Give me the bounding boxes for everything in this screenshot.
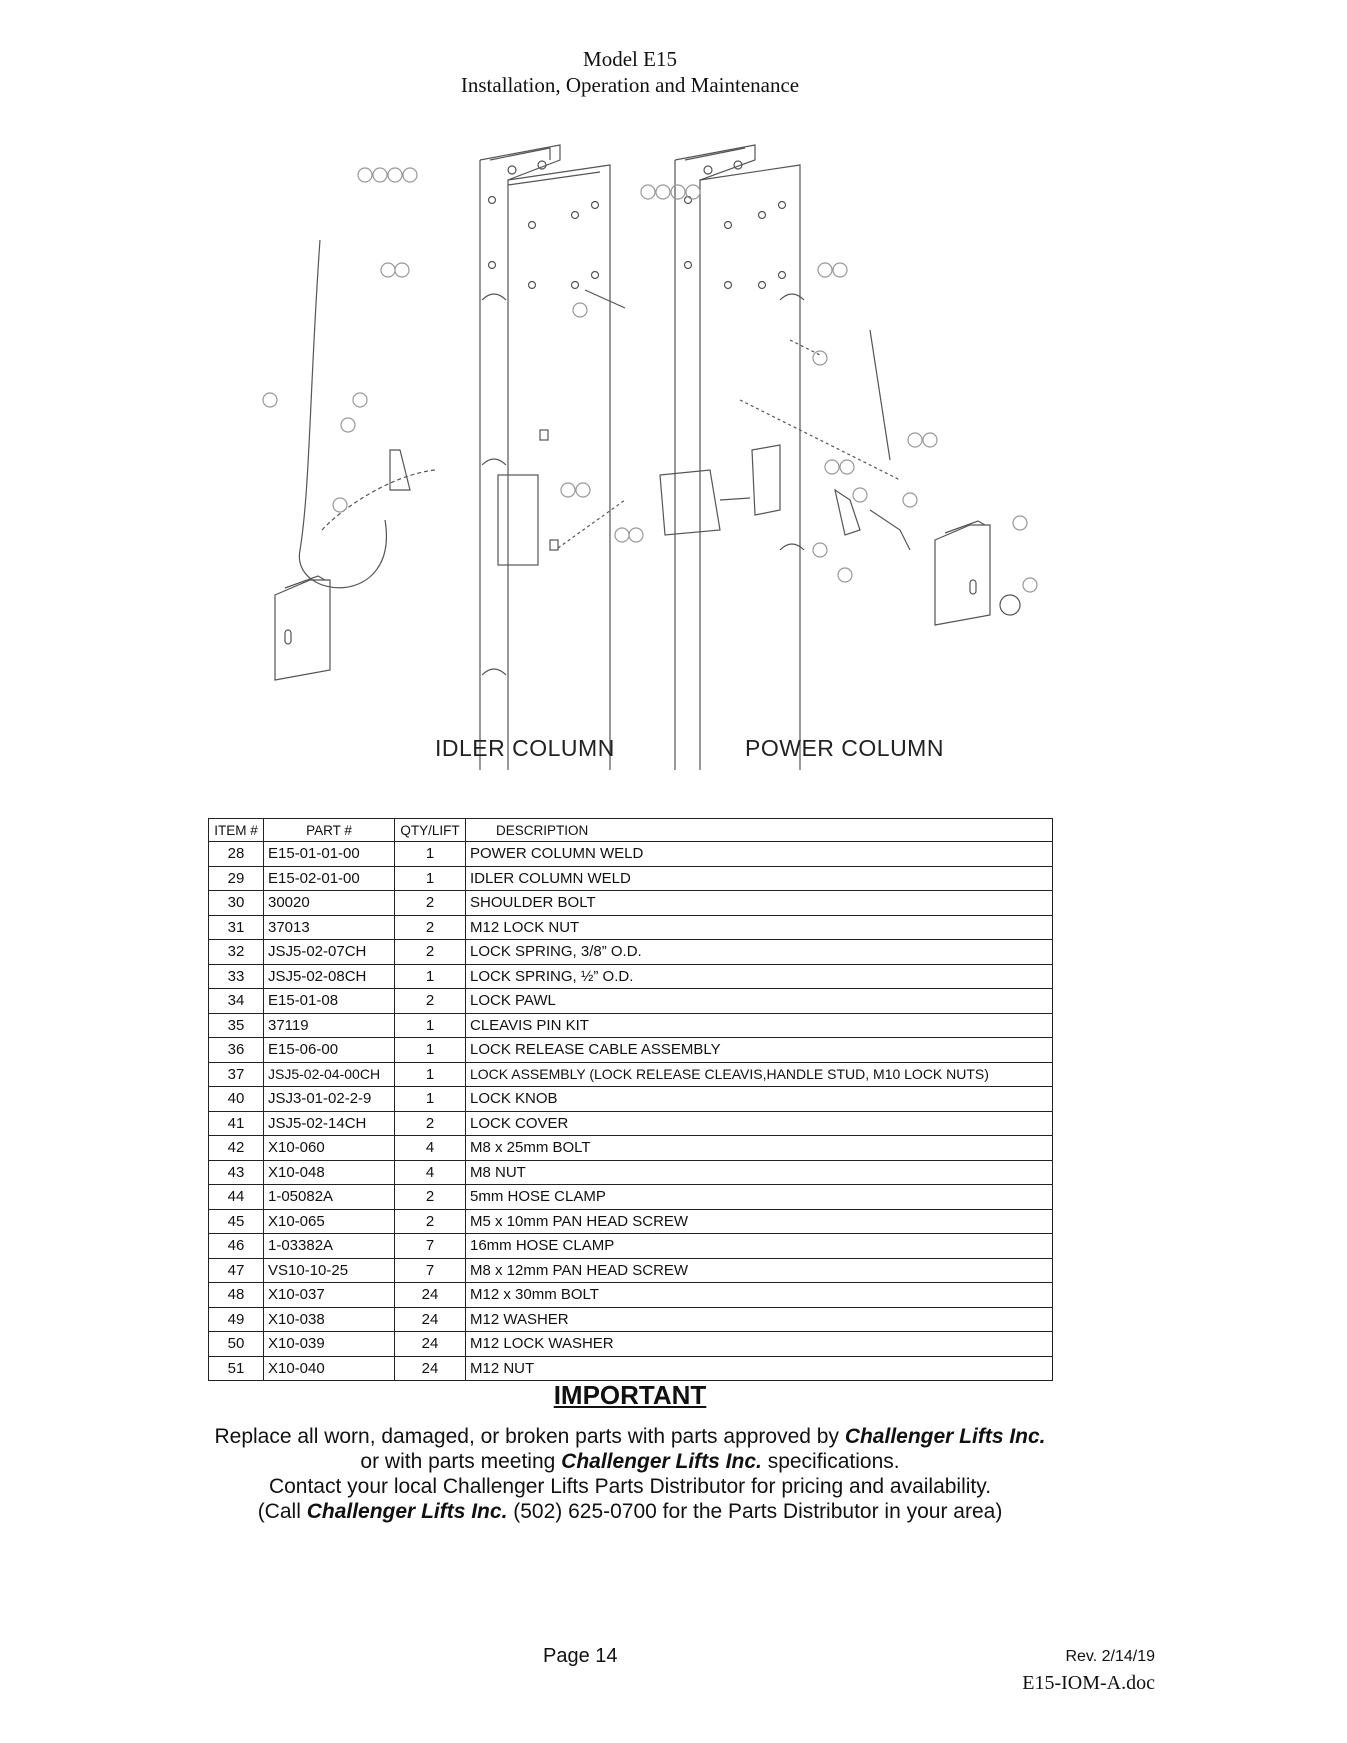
table-row [209, 1013, 1053, 1038]
part-number-cell: JSJ5-02-07CH [264, 940, 395, 965]
document-header [0, 46, 1260, 98]
part-number-cell: E15-02-01-00 [264, 866, 395, 891]
qty-cell: 24 [395, 1307, 466, 1332]
qty-cell: 2 [395, 1209, 466, 1234]
item-cell: 42 [209, 1136, 264, 1161]
parts-diagram [250, 130, 1170, 770]
header-description: DESCRIPTION [466, 819, 1053, 842]
qty-cell: 2 [395, 989, 466, 1014]
manual-title: Installation, Operation and Maintenance [460, 73, 800, 97]
qty-cell: 1 [395, 1038, 466, 1063]
part-number-cell: E15-01-08 [264, 989, 395, 1014]
header-part: PART # [264, 819, 395, 842]
item-cell: 35 [209, 1013, 264, 1038]
table-row [209, 1332, 1053, 1357]
table-row [209, 1111, 1053, 1136]
qty-cell: 2 [395, 1185, 466, 1210]
part-number-cell: JSJ5-02-14CH [264, 1111, 395, 1136]
item-cell: 29 [209, 866, 264, 891]
power-column-drawing [660, 145, 1020, 770]
description-cell: 5mm HOSE CLAMP [466, 1185, 1053, 1210]
table-row [209, 891, 1053, 916]
header-item: ITEM # [209, 819, 264, 842]
description-cell: M8 x 12mm PAN HEAD SCREW [466, 1258, 1053, 1283]
description-cell: 16mm HOSE CLAMP [466, 1234, 1053, 1259]
description-cell: LOCK PAWL [466, 989, 1053, 1014]
qty-cell: 2 [395, 891, 466, 916]
description-cell: LOCK KNOB [466, 1087, 1053, 1112]
notice-line-4: (Call Challenger Lifts Inc. (502) 625-0700 for the Parts Distributor in your area) [257, 1500, 1003, 1523]
part-number-cell: E15-01-01-00 [264, 842, 395, 867]
item-cell: 28 [209, 842, 264, 867]
part-number-cell: E15-06-00 [264, 1038, 395, 1063]
item-cell: 45 [209, 1209, 264, 1234]
part-number-cell: X10-037 [264, 1283, 395, 1308]
qty-cell: 1 [395, 866, 466, 891]
part-number-cell: X10-038 [264, 1307, 395, 1332]
part-number-cell: 37119 [264, 1013, 395, 1038]
notice-line-3: Contact your local Challenger Lifts Parts Distributor for pricing and availability. [268, 1475, 992, 1498]
part-number-cell: JSJ5-02-04-00CH [264, 1062, 395, 1087]
qty-cell: 1 [395, 964, 466, 989]
qty-cell: 4 [395, 1160, 466, 1185]
item-cell: 41 [209, 1111, 264, 1136]
part-number-cell: X10-040 [264, 1356, 395, 1381]
parts-table [208, 818, 1053, 1381]
part-number-cell: X10-065 [264, 1209, 395, 1234]
description-cell: M5 x 10mm PAN HEAD SCREW [466, 1209, 1053, 1234]
part-number-cell: 1-05082A [264, 1185, 395, 1210]
item-cell: 51 [209, 1356, 264, 1381]
item-cell: 33 [209, 964, 264, 989]
qty-cell: 24 [395, 1283, 466, 1308]
qty-cell: 1 [395, 1087, 466, 1112]
item-cell: 48 [209, 1283, 264, 1308]
power-column-label: POWER COLUMN [745, 735, 944, 761]
table-row [209, 989, 1053, 1014]
item-cell: 50 [209, 1332, 264, 1357]
table-row [209, 1258, 1053, 1283]
revision-date: Rev. 2/14/19 [1065, 1648, 1155, 1665]
table-row [209, 1234, 1053, 1259]
header-qty: QTY/LIFT [395, 819, 466, 842]
notice-line-2: or with parts meeting Challenger Lifts Inc. specifications. [360, 1450, 900, 1473]
table-row [209, 1209, 1053, 1234]
description-cell: M12 LOCK NUT [466, 915, 1053, 940]
qty-cell: 1 [395, 1062, 466, 1087]
part-number-cell: 30020 [264, 891, 395, 916]
table-row [209, 1307, 1053, 1332]
description-cell: CLEAVIS PIN KIT [466, 1013, 1053, 1038]
idler-column-label: IDLER COLUMN [435, 735, 615, 761]
idler-column-drawing [275, 145, 625, 770]
item-cell: 37 [209, 1062, 264, 1087]
description-cell: LOCK SPRING, 3/8” O.D. [466, 940, 1053, 965]
item-cell: 49 [209, 1307, 264, 1332]
table-row [209, 940, 1053, 965]
description-cell: SHOULDER BOLT [466, 891, 1053, 916]
description-cell: LOCK SPRING, ½” O.D. [466, 964, 1053, 989]
item-cell: 43 [209, 1160, 264, 1185]
model-title: Model E15 [583, 47, 677, 71]
part-number-cell: JSJ3-01-02-2-9 [264, 1087, 395, 1112]
company-name: Challenger Lifts Inc. [844, 1425, 1046, 1448]
qty-cell: 2 [395, 915, 466, 940]
description-cell: LOCK COVER [466, 1111, 1053, 1136]
qty-cell: 1 [395, 1013, 466, 1038]
qty-cell: 4 [395, 1136, 466, 1161]
part-number-cell: 37013 [264, 915, 395, 940]
qty-cell: 1 [395, 842, 466, 867]
item-cell: 47 [209, 1258, 264, 1283]
table-row [209, 1283, 1053, 1308]
callout-bubbles [250, 168, 1037, 592]
description-cell: M12 NUT [466, 1356, 1053, 1381]
qty-cell: 2 [395, 940, 466, 965]
part-number-cell: X10-060 [264, 1136, 395, 1161]
description-cell: M8 NUT [466, 1160, 1053, 1185]
part-number-cell: 1-03382A [264, 1234, 395, 1259]
qty-cell: 24 [395, 1332, 466, 1357]
qty-cell: 7 [395, 1234, 466, 1259]
table-row [209, 1136, 1053, 1161]
description-cell: M12 x 30mm BOLT [466, 1283, 1053, 1308]
document-filename: E15-IOM-A.doc [1022, 1672, 1155, 1694]
table-row [209, 915, 1053, 940]
description-cell: LOCK ASSEMBLY (LOCK RELEASE CLEAVIS,HANDLE STUD, M10 LOCK NUTS) [466, 1062, 1053, 1087]
item-cell: 31 [209, 915, 264, 940]
part-number-cell: VS10-10-25 [264, 1258, 395, 1283]
notice-line-1: Replace all worn, damaged, or broken parts with parts approved by Challenger Lifts Inc. [214, 1425, 1046, 1448]
company-name: Challenger Lifts Inc. [306, 1500, 508, 1523]
table-header-row [209, 819, 1053, 842]
table-row [209, 1160, 1053, 1185]
qty-cell: 2 [395, 1111, 466, 1136]
table-row [209, 1087, 1053, 1112]
item-cell: 30 [209, 891, 264, 916]
exploded-view-drawing [250, 130, 1170, 770]
description-cell: IDLER COLUMN WELD [466, 866, 1053, 891]
part-number-cell: JSJ5-02-08CH [264, 964, 395, 989]
part-number-cell: X10-048 [264, 1160, 395, 1185]
table-row [209, 866, 1053, 891]
item-cell: 40 [209, 1087, 264, 1112]
table-row [209, 964, 1053, 989]
description-cell: M12 LOCK WASHER [466, 1332, 1053, 1357]
description-cell: M8 x 25mm BOLT [466, 1136, 1053, 1161]
qty-cell: 24 [395, 1356, 466, 1381]
qty-cell: 7 [395, 1258, 466, 1283]
table-row [209, 1185, 1053, 1210]
item-cell: 36 [209, 1038, 264, 1063]
important-notice [0, 1424, 1260, 1524]
item-cell: 46 [209, 1234, 264, 1259]
page-number: Page 14 [543, 1645, 618, 1667]
item-cell: 32 [209, 940, 264, 965]
table-row [209, 1356, 1053, 1381]
table-row [209, 842, 1053, 867]
description-cell: POWER COLUMN WELD [466, 842, 1053, 867]
item-cell: 34 [209, 989, 264, 1014]
part-number-cell: X10-039 [264, 1332, 395, 1357]
item-cell: 44 [209, 1185, 264, 1210]
important-heading: IMPORTANT [553, 1380, 707, 1410]
description-cell: LOCK RELEASE CABLE ASSEMBLY [466, 1038, 1053, 1063]
description-cell: M12 WASHER [466, 1307, 1053, 1332]
table-row [209, 1062, 1053, 1087]
company-name: Challenger Lifts Inc. [561, 1450, 762, 1473]
table-row [209, 1038, 1053, 1063]
